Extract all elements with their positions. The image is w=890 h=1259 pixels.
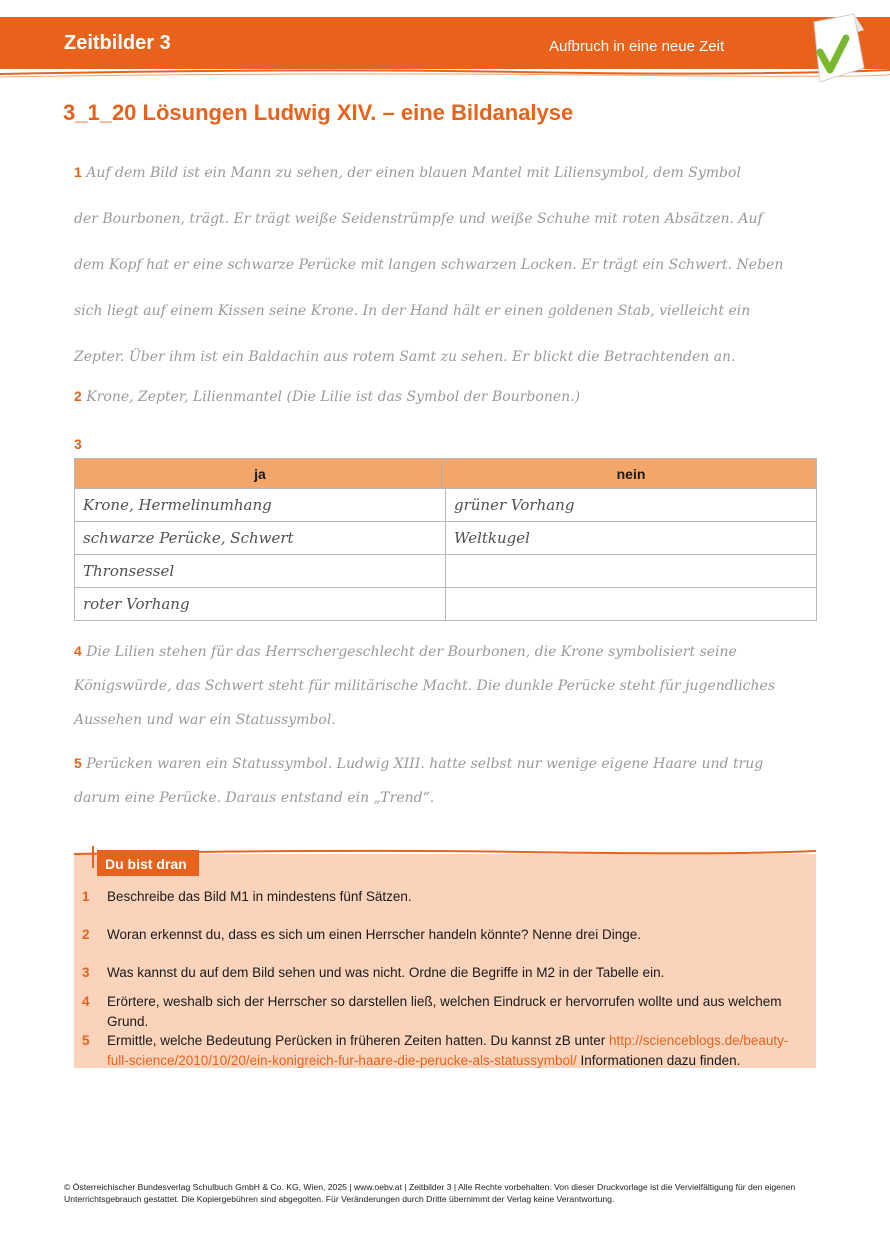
answer-number: 2: [74, 388, 82, 404]
table-row: [75, 489, 817, 522]
task-item: [82, 887, 810, 907]
task-item: [82, 963, 810, 983]
task-text: Was kannst du auf dem Bild sehen und was nicht. Ordne die Begriffe in M2 in der Tabelle ein.: [107, 965, 665, 980]
answer-number: 3: [74, 436, 82, 452]
answer-line: Königswürde, das Schwert steht für militärische Macht. Die dunkle Perücke steht für jugendliches: [74, 678, 776, 694]
column-header-ja: ja: [75, 459, 446, 489]
table-row: [75, 555, 817, 588]
book-title: Zeitbilder 3: [64, 32, 171, 54]
answer-line: Aussehen und war ein Statussymbol.: [74, 712, 336, 728]
answer-line: Die Lilien stehen für das Herrschergeschlecht der Bourbonen, die Krone symbolisiert seine: [86, 644, 737, 660]
task-number: 3: [82, 965, 90, 980]
table-cell: grüner Vorhang: [446, 489, 817, 522]
table-cell: schwarze Perücke, Schwert: [75, 522, 446, 555]
answer-line: sich liegt auf einem Kissen seine Krone. In der Hand hält er einen goldenen Stab, vielleicht ein: [74, 303, 751, 319]
answer-number: 1: [74, 164, 82, 180]
task-tab-marker: [92, 846, 94, 868]
task-number: 2: [82, 927, 90, 942]
answer-line: Perücken waren ein Statussymbol. Ludwig XIII. hatte selbst nur wenige eigene Haare und trug: [86, 756, 764, 772]
page-title: 3_1_20 Lösungen Ludwig XIV. – eine Bildanalyse: [63, 100, 574, 125]
task-text: Erörtere, weshalb sich der Herrscher so darstellen ließ, welchen Eindruck er hervorrufen wollte und aus welchem Grund.: [107, 994, 782, 1029]
table-row: [75, 588, 817, 621]
answer-number: 4: [74, 643, 82, 659]
answer-4: [74, 634, 819, 737]
header-bar: [0, 17, 890, 69]
task-item: [82, 992, 810, 1032]
answer-line: Krone, Zepter, Lilienmantel (Die Lilie ist das Symbol der Bourbonen.): [86, 389, 581, 405]
table-cell: roter Vorhang: [75, 588, 446, 621]
answer-line: Auf dem Bild ist ein Mann zu sehen, der einen blauen Mantel mit Liliensymbol, dem Symbol: [86, 165, 741, 181]
answer-1: [74, 150, 819, 380]
scienceblogs-link[interactable]: http://scienceblogs.de/beauty-full-science/2010/10/20/ein-konigreich-fur-haare-die-perucke-als-statussymbol/: [107, 1033, 789, 1068]
header-swoosh-line: [0, 66, 890, 80]
task-section-label: Du bist dran: [97, 850, 199, 876]
copyright-footer: © Österreichischer Bundesverlag Schulbuch GmbH & Co. KG, Wien, 2025 | www.oebv.at | Zeitbilder 3 | Alle Rechte vorbehalten. Von dieser Druckvorlage ist die Vervielfältigung für den eigenen Unterrichtsgebrauch gestattet. Die Kopiergebühren sind abgegolten. Für Veränderungen durch Dritte übernimmt der Verlag keine Verantwortung.: [64, 1182, 796, 1204]
answer-line: der Bourbonen, trägt. Er trägt weiße Seidenstrümpfe und weiße Schuhe mit roten Absätzen. Auf: [74, 211, 763, 227]
task-text: Ermittle, welche Bedeutung Perücken in früheren Zeiten hatten. Du kannst zB unter http://scienceblogs.de/beauty-full-science/2010/10/20/ein-konigreich-fur-haare-die-perucke-als-statussymbol/ Informationen dazu finden.: [107, 1033, 789, 1068]
task-number: 1: [82, 889, 90, 904]
answer-number: 5: [74, 755, 82, 771]
chapter-title: Aufbruch in eine neue Zeit: [549, 38, 725, 55]
answer-line: darum eine Perücke. Daraus entstand ein „Trend“.: [74, 790, 435, 806]
task-number: 4: [82, 994, 90, 1009]
task-text: Woran erkennst du, dass es sich um einen Herrscher handeln könnte? Nenne drei Dinge.: [107, 927, 642, 942]
table-cell: [446, 588, 817, 621]
table-cell: Thronsessel: [75, 555, 446, 588]
task-item: [82, 1031, 810, 1071]
table-row: [75, 522, 817, 555]
task-number: 5: [82, 1033, 90, 1048]
table-cell: [446, 555, 817, 588]
classification-table: [74, 458, 817, 621]
answer-line: Zepter. Über ihm ist ein Baldachin aus rotem Samt zu sehen. Er blickt die Betrachtenden an.: [74, 349, 736, 365]
table-cell: Krone, Hermelinumhang: [75, 489, 446, 522]
column-header-nein: nein: [446, 459, 817, 489]
task-item: [82, 925, 810, 945]
checkmark-paper-icon: [806, 12, 868, 86]
task-text: Beschreibe das Bild M1 in mindestens fünf Sätzen.: [107, 889, 412, 904]
table-header-row: [75, 459, 817, 489]
answer-5: [74, 746, 819, 815]
answer-2: [74, 374, 819, 420]
answer-line: dem Kopf hat er eine schwarze Perücke mit langen schwarzen Locken. Er trägt ein Schwert. Neben: [74, 257, 784, 273]
table-cell: Weltkugel: [446, 522, 817, 555]
